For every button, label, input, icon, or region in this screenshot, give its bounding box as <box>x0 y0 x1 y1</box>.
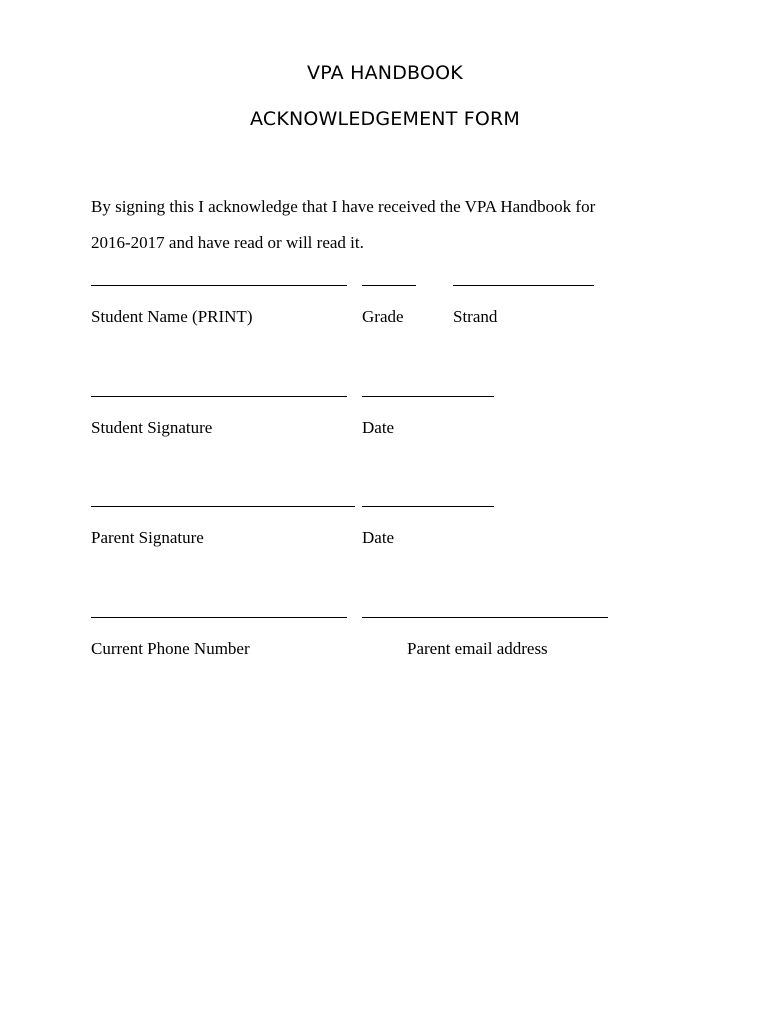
form-subtitle: ACKNOWLEDGEMENT FORM <box>249 108 521 130</box>
student-signature-line[interactable] <box>91 396 347 397</box>
statement-line-1: By signing this I acknowledge that I have received the VPA Handbook for <box>91 197 596 216</box>
student-name-label: Student Name (PRINT) <box>91 307 253 326</box>
student-signature-label: Student Signature <box>91 418 213 437</box>
email-label: Parent email address <box>407 639 548 658</box>
grade-line[interactable] <box>362 285 416 286</box>
student-date-label: Date <box>362 418 395 437</box>
student-name-line[interactable] <box>91 285 347 286</box>
strand-line[interactable] <box>453 285 594 286</box>
parent-signature-label: Parent Signature <box>91 528 204 547</box>
phone-label: Current Phone Number <box>91 639 250 658</box>
parent-date-line[interactable] <box>362 506 494 507</box>
statement-line-2: 2016-2017 and have read or will read it. <box>91 233 364 252</box>
grade-label: Grade <box>362 307 404 326</box>
student-date-line[interactable] <box>362 396 494 397</box>
email-line[interactable] <box>362 617 608 618</box>
form-title: VPA HANDBOOK <box>307 62 463 84</box>
parent-date-label: Date <box>362 528 395 547</box>
strand-label: Strand <box>453 307 498 326</box>
parent-signature-line[interactable] <box>91 506 355 507</box>
phone-line[interactable] <box>91 617 347 618</box>
